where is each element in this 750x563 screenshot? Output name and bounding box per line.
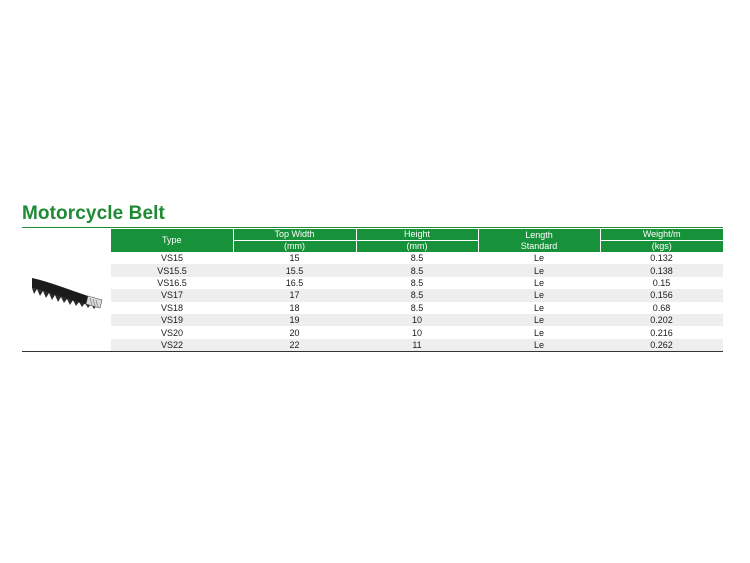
cell-length: Le <box>478 339 600 351</box>
header-weight: Weight/m <box>600 229 723 241</box>
specs-table <box>111 229 723 351</box>
header-length-label: Length <box>525 229 553 240</box>
cell-weight: 0.262 <box>600 339 723 351</box>
cell-height: 8.5 <box>356 264 478 276</box>
cell-height: 8.5 <box>356 302 478 314</box>
cell-weight: 0.15 <box>600 277 723 289</box>
cell-type: VS17 <box>111 289 233 301</box>
table-row <box>111 252 723 264</box>
table-bottom-divider <box>22 351 723 352</box>
motorcycle-belt-icon <box>30 272 104 312</box>
cell-length: Le <box>478 302 600 314</box>
cell-length: Le <box>478 314 600 326</box>
table-row <box>111 289 723 301</box>
cell-top-width: 15.5 <box>233 264 356 276</box>
cell-type: VS15 <box>111 252 233 264</box>
header-length <box>478 229 600 252</box>
cell-top-width: 18 <box>233 302 356 314</box>
cell-type: VS18 <box>111 302 233 314</box>
cell-weight: 0.132 <box>600 252 723 264</box>
cell-height: 10 <box>356 314 478 326</box>
cell-weight: 0.138 <box>600 264 723 276</box>
page-title: Motorcycle Belt <box>22 203 165 224</box>
cell-type: VS16.5 <box>111 277 233 289</box>
cell-top-width: 20 <box>233 326 356 338</box>
table-row <box>111 339 723 351</box>
cell-type: VS20 <box>111 326 233 338</box>
cell-length: Le <box>478 277 600 289</box>
header-height: Height <box>356 229 478 241</box>
header-type: Type <box>111 229 233 252</box>
header-length-sub: Standard <box>520 240 558 251</box>
cell-type: VS22 <box>111 339 233 351</box>
table-row <box>111 302 723 314</box>
cell-height: 8.5 <box>356 289 478 301</box>
table-row <box>111 326 723 338</box>
cell-length: Le <box>478 264 600 276</box>
header-top-width-unit: (mm) <box>233 241 356 253</box>
cell-top-width: 15 <box>233 252 356 264</box>
cell-type: VS15.5 <box>111 264 233 276</box>
cell-weight: 0.156 <box>600 289 723 301</box>
cell-type: VS19 <box>111 314 233 326</box>
cell-height: 8.5 <box>356 277 478 289</box>
cell-weight: 0.202 <box>600 314 723 326</box>
cell-length: Le <box>478 289 600 301</box>
cell-weight: 0.216 <box>600 326 723 338</box>
table-row <box>111 277 723 289</box>
cell-height: 11 <box>356 339 478 351</box>
table-row <box>111 264 723 276</box>
title-divider <box>22 227 723 228</box>
cell-height: 10 <box>356 326 478 338</box>
header-weight-unit: (kgs) <box>600 241 723 253</box>
header-top-width: Top Width <box>233 229 356 241</box>
cell-length: Le <box>478 252 600 264</box>
cell-height: 8.5 <box>356 252 478 264</box>
cell-top-width: 16.5 <box>233 277 356 289</box>
cell-top-width: 17 <box>233 289 356 301</box>
cell-length: Le <box>478 326 600 338</box>
cell-top-width: 22 <box>233 339 356 351</box>
cell-weight: 0.68 <box>600 302 723 314</box>
cell-top-width: 19 <box>233 314 356 326</box>
table-row <box>111 314 723 326</box>
header-height-unit: (mm) <box>356 241 478 253</box>
